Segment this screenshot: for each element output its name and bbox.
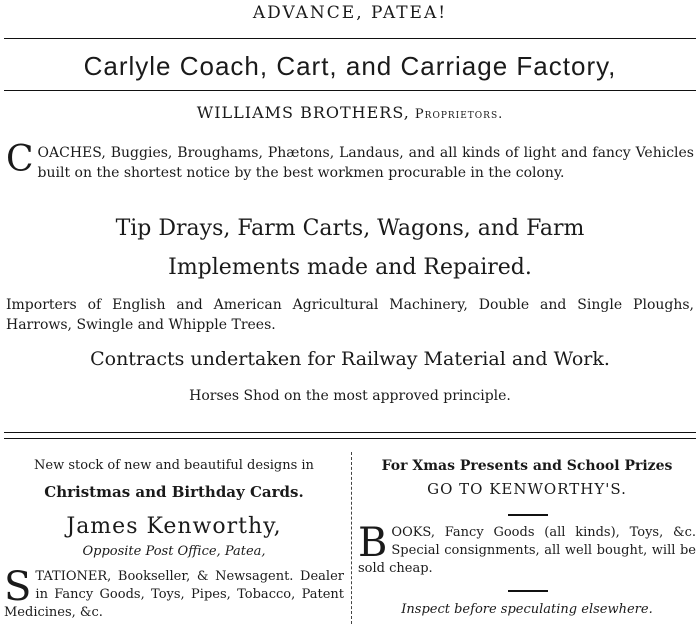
books-body: OOKS, Fancy Goods (all kinds), Toys, &c. Special consignments, all well bought, will be sold cheap. xyxy=(358,525,696,576)
top-rule xyxy=(4,38,696,39)
stationer-body: TATIONER, Bookseller, & Newsagent. Dealer in Fancy Goods, Toys, Pipes, Tobacco, Patent Medicines, &c. xyxy=(4,569,344,620)
title-rule xyxy=(4,90,696,91)
carlyle-title: Carlyle Coach, Cart, and Carriage Factory, xyxy=(83,51,617,81)
left-ad xyxy=(4,458,344,622)
kenworthy-name: James Kenworthy, xyxy=(66,514,282,539)
books-drop-cap: B xyxy=(358,520,388,566)
right-ad-short-rule-wrap-2 xyxy=(358,578,696,602)
section-rule-2 xyxy=(4,438,696,439)
intro-text: OACHES, Buggies, Broughams, Phætons, Landaus, and all kinds of light and fancy Vehicles built on the shortest notice by the best workmen procurable in the colony. xyxy=(37,145,694,181)
stationer-text xyxy=(4,564,344,622)
importers-text: Importers of English and American Agricultural Machinery, Double and Single Ploughs, Harrows, Swingle and Whipple Trees. xyxy=(6,297,694,333)
header-top-line: ADVANCE, PATEA! xyxy=(252,3,448,23)
left-ad-line2: Christmas and Birthday Cards. xyxy=(44,483,304,501)
stationer-drop-cap: S xyxy=(4,564,32,610)
proprietors-label: Proprietors. xyxy=(414,107,504,122)
contracts-line: Contracts undertaken for Railway Material and Work. xyxy=(90,348,610,370)
right-ad-footer: Inspect before speculating elsewhere. xyxy=(401,602,653,617)
left-ad-line1: New stock of new and beautiful designs in xyxy=(34,458,314,473)
kenworthy-address: Opposite Post Office, Patea, xyxy=(82,544,266,559)
right-ad-line1: For Xmas Presents and School Prizes xyxy=(381,458,673,474)
horses-line: Horses Shod on the most approved principle. xyxy=(189,388,511,404)
column-divider xyxy=(351,452,352,624)
tip-drays-line: Tip Drays, Farm Carts, Wagons, and Farm xyxy=(115,216,585,241)
implements-line: Implements made and Repaired. xyxy=(168,255,532,280)
right-ad xyxy=(358,458,696,617)
section-rule-1 xyxy=(4,432,696,433)
right-ad-short-rule xyxy=(508,514,548,516)
books-text xyxy=(358,520,696,578)
carlyle-intro xyxy=(6,139,694,183)
right-ad-short-rule-wrap xyxy=(358,504,696,524)
proprietors-line xyxy=(0,103,700,122)
right-ad-line2: GO TO KENWORTHY'S. xyxy=(427,480,627,498)
proprietors-name: WILLIAMS BROTHERS, xyxy=(196,103,410,122)
right-ad-short-rule-2 xyxy=(508,590,548,592)
intro-drop-cap: C xyxy=(6,139,34,180)
